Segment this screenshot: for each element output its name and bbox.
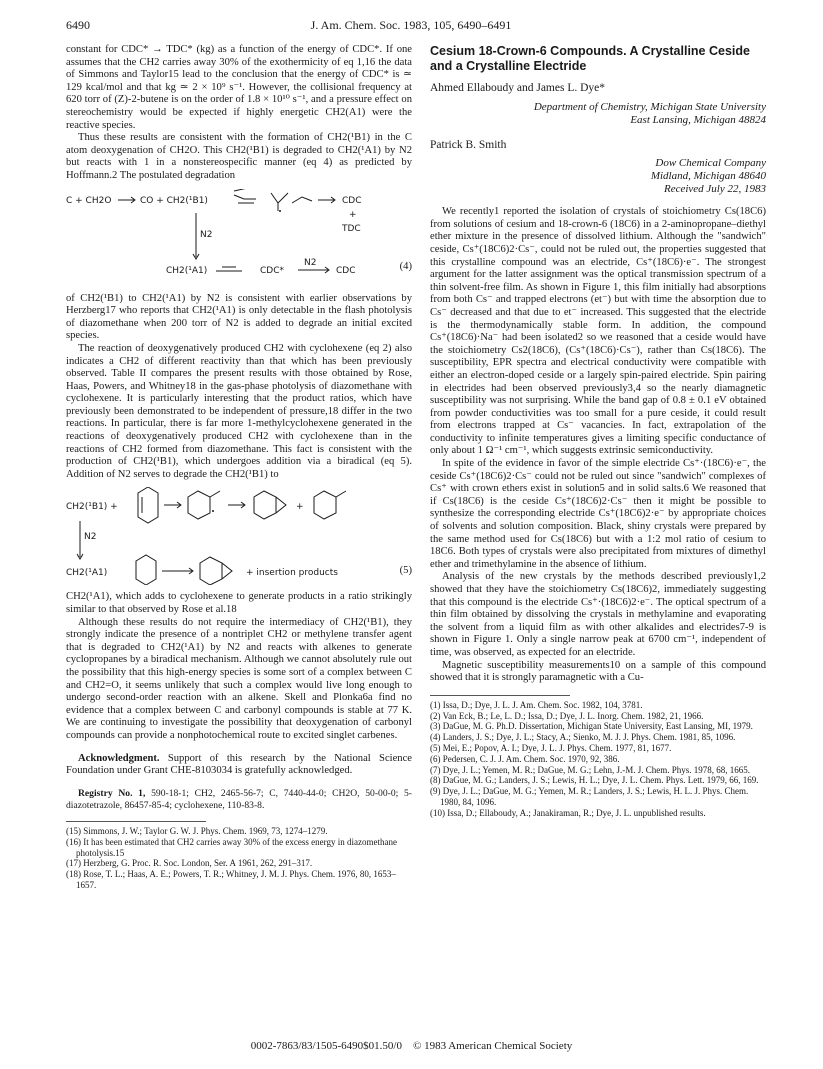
left-column: [66, 44, 412, 891]
footnote: (17) Herzberg, G. Proc. R. Soc. London, Ser. A 1961, 262, 291–317.: [66, 858, 313, 869]
running-header: [66, 18, 756, 34]
eq5-a1: CH2(¹A1): [66, 568, 108, 579]
eq4-ch2a1: CH2(¹A1): [166, 265, 208, 276]
eq4-product-1: CO + CH2(¹B1): [140, 195, 208, 206]
eq4-cdcstar: CDC*: [260, 265, 284, 276]
equation-4: [66, 189, 412, 287]
eq4-radical-dot: [279, 210, 281, 212]
eq4-n2-2: N2: [304, 257, 317, 268]
equation-4-scheme: [66, 189, 412, 287]
eq5-biradical-arm: [210, 491, 220, 497]
registry-text: 590-18-1; CH2, 2465-56-7; C, 7440-44-0; CH2O, 50-00-0; 5-diazotetrazole, 86457-85-4; cyclohexene, 110-83-8.: [66, 787, 413, 812]
eq4-n2: N2: [200, 229, 213, 240]
page-number: 6490: [66, 18, 90, 32]
eq5-plus: +: [296, 502, 304, 513]
affiliation-2-line-1: Dow Chemical Company: [655, 157, 766, 170]
footnote: (15) Simmons, J. W.; Taylor G. W. J. Phys. Chem. 1969, 73, 1274–1279.: [66, 825, 328, 836]
affiliation-2: [430, 157, 766, 196]
eq5-insertion: + insertion products: [246, 568, 338, 579]
article-title: Cesium 18-Crown-6 Compounds. A Crystalline Ceside and a Crystalline Electride: [430, 44, 750, 73]
reference: (8) DaGue, M. G.; Landers, J. S.; Lewis, H. L.; Dye, J. L. Chem. Phys. Lett. 1979, 66, 169.: [430, 775, 759, 786]
left-paragraph-4: The reaction of deoxygenatively produced CH2 with cyclohexene (eq 2) also indicates a CH2 of different reactivity than that which has been previously observed. Table II compares the present results with those obtained by Rose, Haas, Powers, and Whitney18 in the gas-phase photolysis of diazomethane with cyclohexene. It is particularly interesting that the product ratios, which have previously been demonstrated to be independent of pressure,18 differ in the two reactions. In particular, there is far more 1-methylcyclohexene generated in the reactions of deoxygenatively produced CH2 with cyclohexene than in the reactions of CH2 formed from diazomethane. This fact is consistent with the production of CH2(¹B1), which undergoes addition via a biradical (eq 5). Addition of N2 serves to degrade the CH2(¹B1) to: [66, 342, 412, 480]
acknowledgment-text: Support of this research by the National Science Foundation under Grant CHE-8103034 is gratefully acknowledged.: [66, 752, 412, 777]
reference: (5) Mei, E.; Popov, A. I.; Dye, J. L. J. Phys. Chem. 1977, 81, 1677.: [430, 742, 672, 753]
reference: (4) Landers, J. S.; Dye, J. L.; Stacy, A.; Sienko, M. J. J. Phys. Chem. 1981, 85, 1096.: [430, 732, 736, 743]
right-paragraph-3: Analysis of the new crystals by the methods described previously1,2 showed that they have the stoichiometry Cs(18C6)2, immediately suggesting that this compound is the electride Cs⁺·(18C6)2·e⁻. The optical spectrum of a thin film obtained by dissolving the crystals in methylamine and evaporating the solvent from a liquid film as with other alkalides and electrides7-9 is shown in Figure 1. Only a single narrow peak at 6700 cm⁻¹, independent of time, was observed, as expected for an electride.: [430, 571, 766, 658]
right-column: [430, 44, 766, 819]
eq5-norcarane-2: [200, 557, 232, 585]
left-paragraph-5: CH2(¹A1), which adds to cyclohexene to generate products in a ratio strikingly similar to that observed by Rose et al.18: [66, 591, 412, 616]
footnotes: [66, 826, 412, 891]
eq5-cyclohexene: [138, 487, 158, 523]
reference: (7) Dye, J. L.; Yemen, M. R.; DaGue, M. G.; Lehn, J.-M. J. Chem. Phys. 1978, 68, 1665.: [430, 764, 750, 775]
received-date: Received July 22, 1983: [663, 183, 766, 196]
affiliation-1-line-2: East Lansing, Michigan 48824: [630, 113, 766, 126]
footnote: (18) Rose, T. L.; Haas, A. E.; Powers, T. R.; Whitney, J. M. J. Phys. Chem. 1976, 80, 1653–1657.: [66, 869, 396, 890]
equation-5-scheme: [66, 487, 412, 585]
reference: (1) Issa, D.; Dye, J. L. J. Am. Chem. Soc. 1982, 104, 3781.: [430, 699, 643, 710]
right-paragraph-4: Magnetic susceptibility measurements10 on a sample of this compound showed that it is strongly paramagnetic with a Cu-: [430, 659, 766, 684]
reference: (10) Issa, D.; Ellaboudy, A.; Janakiraman, R.; Dye, J. L. unpublished results.: [430, 807, 706, 818]
right-paragraph-2: In spite of the evidence in favor of the simple electride Cs⁺·(18C6)·e⁻, the ceside Cs⁺(18C6)2·Cs⁻ could not be ruled out since "sandwich" complexes of Cs⁺ with crown ethers exist in solution5 and in solid salts.6 We reasoned that if Cs(18C6) is the ceside Cs⁺(18C6)2·Cs⁻ then it might be possible to synthesize the corresponding electride Cs⁺(18C6)2·e⁻ by appropriate choices of solvents and solution composition. Black, shiny crystals were prepared by the same method used for Cs(18C6) but with a 1:2 mol ratio of cesium to 18C6. Both types of crystals were also precipitated from mixtures of dimethyl ether and trimethylamine in the absence of lithium.: [430, 458, 766, 570]
right-paragraph-1: We recently1 reported the isolation of crystals of stoichiometry Cs(18C6) from solutions of cesium and 18-crown-6 (18C6) in a 2-aminopropane–diethyl ether mixture in the presence of dissolved lithium. Although the "sandwich" ceside, Cs⁺(18C6)2·Cs⁻, could not be ruled out, the properties suggested that this crystalline compound was an electride, Cs⁺(18C6)·e⁻. The strongest argument for the latter assignment was the optical transmission spectrum of a thin solvent-free film. As shown in Figure 1, this film initially had absorptions from both Cs⁻ and trapped electrons (et⁻) but with time the absorption due to Cs⁻ decreased and that due to et⁻ increased. This suggested that the electride is the thermodynamically stable form. In addition, the compound Cs⁺(18C6)·Na⁻ had been isolated2 so we reasoned that a ceside would have the stoichiometry Cs2(18C6), (Cs⁺(18C6)·Cs⁻), rather than Cs(18C6). The susceptibility, EPR spectra and electrical conductivity were compatible with either an electron-doped ceside or a largely spin-paired electride. Spin pairing in electrides had been observed previously3,4 so the nearly diamagnetic susceptibility was not surprising. While the band gap of 0.8 ± 0.1 eV obtained from powder conductivities was too small for a pure ceside, it could result from electrons trapped at Cs⁻ vacancies. In fact, extrapolation of the conductivity to infinite temperatures gives a limiting specific conductance of only about 1 Ω⁻¹ cm⁻¹, which suggests extrinsic semiconductivity.: [430, 206, 766, 457]
eq4-tdc: TDC: [342, 223, 361, 234]
registry-numbers: [66, 788, 412, 813]
page-footer: [0, 1040, 823, 1052]
references: [430, 700, 766, 819]
affiliation-2-line-2: Midland, Michigan 48640: [650, 170, 766, 183]
authors-2: Patrick B. Smith: [430, 138, 507, 151]
eq4-number: (4): [399, 260, 412, 272]
eq5-b1: CH2(¹B1) +: [66, 502, 118, 513]
authors-1: Ahmed Ellaboudy and James L. Dye*: [430, 82, 606, 94]
registry-title: Registry No. 1,: [78, 787, 146, 799]
eq4-plus: +: [349, 209, 357, 220]
eq5-n2: N2: [84, 532, 97, 543]
eq4-cdc-2: CDC: [336, 265, 356, 276]
eq4-chain: [292, 197, 312, 203]
acknowledgment: [66, 753, 412, 778]
eq5-norcarane: [254, 491, 286, 519]
left-paragraph-6: Although these results do not require the intermediacy of CH2(¹B1), they strongly indicate the presence of a nontriplet CH2 or methylene transfer agent that is degraded to CH2(¹A1) by N2 and reacts with alkenes to generate cyclopropanes by a biradical mechanism. Although we cannot absolutely rule out the possibility that this high-energy species is some sort of a complex between C and CH2=O, it seems unlikely that such a complex would live long enough to undergo second-order reaction with an alkene. Skell and Plonka6a find no evidence that a complex between C and carbonyl compounds is stable at 77 K. We are continuing to investigate the possibility that deoxygenation of carbonyl compounds can provide a nonphotochemical route to excited singlet carbenes.: [66, 616, 412, 741]
left-paragraph-3: of CH2(¹B1) to CH2(¹A1) by N2 is consistent with earlier observations by Herzberg17 who reports that CH2(¹A1) is only detectable in the flash photolysis of diazomethane when 200 torr of N2 is added to degrade an initial excited species.: [66, 292, 412, 342]
eq4-alkene-line: [234, 195, 256, 199]
eq5-biradical-ring: [188, 491, 210, 519]
left-paragraph-2: Thus these results are consistent with the formation of CH2(¹B1) in the C atom deoxygenation of CH2O. This CH2(¹B1) is degraded to CH2(¹A1) by N2 but reacts with 1 in a nonstereospecific manner (eq 4) as predicted by Hoffmann.2 The postulated degradation: [66, 132, 412, 181]
journal-citation: J. Am. Chem. Soc. 1983, 105, 6490–6491: [310, 18, 512, 32]
acknowledgment-title: Acknowledgment.: [78, 752, 160, 764]
eq5-number: (5): [399, 565, 412, 577]
affiliation-1-line-1: Department of Chemistry, Michigan State University: [533, 100, 766, 113]
left-paragraph-1: constant for CDC* → TDC* (kg) as a function of the energy of CDC*. If one assumes that the CH2 carries away 30% of the exothermicity of eq 1,16 the data of Simmons and Taylor15 lead to the conclusion that the energy of CDC* is ≃ 129 kcal/mol and that kg ≃ 2 × 10⁹ s⁻¹. However, the collisional frequency at 620 torr of (Z)-2-butene is on the order of 1.8 × 10¹⁰ s⁻¹, and a pressure effect on stereochemistry would be expected if highly energetic CH2(A1) were the reactive species.: [66, 44, 412, 131]
references-rule: [430, 695, 570, 696]
article-code: 0002-7863/83/1505-6490$01.50/0: [250, 1040, 402, 1052]
eq4-alkene-2: [216, 267, 242, 271]
eq4-cdc: CDC: [342, 195, 362, 206]
eq5-radical-dot: [212, 510, 214, 512]
eq5-cyclohexene-2: [136, 555, 156, 585]
footnote: (16) It has been estimated that CH2 carries away 30% of the excess energy in diazomethane photolysis.15: [66, 836, 397, 858]
eq5-methylcyclohexene: [314, 491, 346, 519]
footnote-rule: [66, 821, 206, 822]
equation-5: [66, 487, 412, 585]
reference: (9) Dye, J. L.; DaGue, M. G.; Yemen, M. R.; Landers, J. S.; Lewis, H. L. J. Phys. Chem. 1980, 84, 1096.: [430, 786, 749, 807]
affiliation-1: [430, 101, 766, 127]
eq4-alkene-line-2: [234, 189, 252, 191]
reference: (2) Van Eck, B.; Le, L. D.; Issa, D.; Dye, J. L. Inorg. Chem. 1982, 21, 1966.: [430, 710, 704, 721]
eq4-biradical: [271, 193, 288, 211]
eq4-reactants: C + CH2O: [66, 195, 112, 206]
reference: (3) DaGue, M. G. Ph.D. Dissertation, Michigan State University, East Lansing, MI, 1979.: [430, 721, 753, 732]
reference: (6) Pedersen, C. J. J. Am. Chem. Soc. 1970, 92, 386.: [430, 753, 620, 764]
copyright: © 1983 American Chemical Society: [412, 1040, 573, 1052]
